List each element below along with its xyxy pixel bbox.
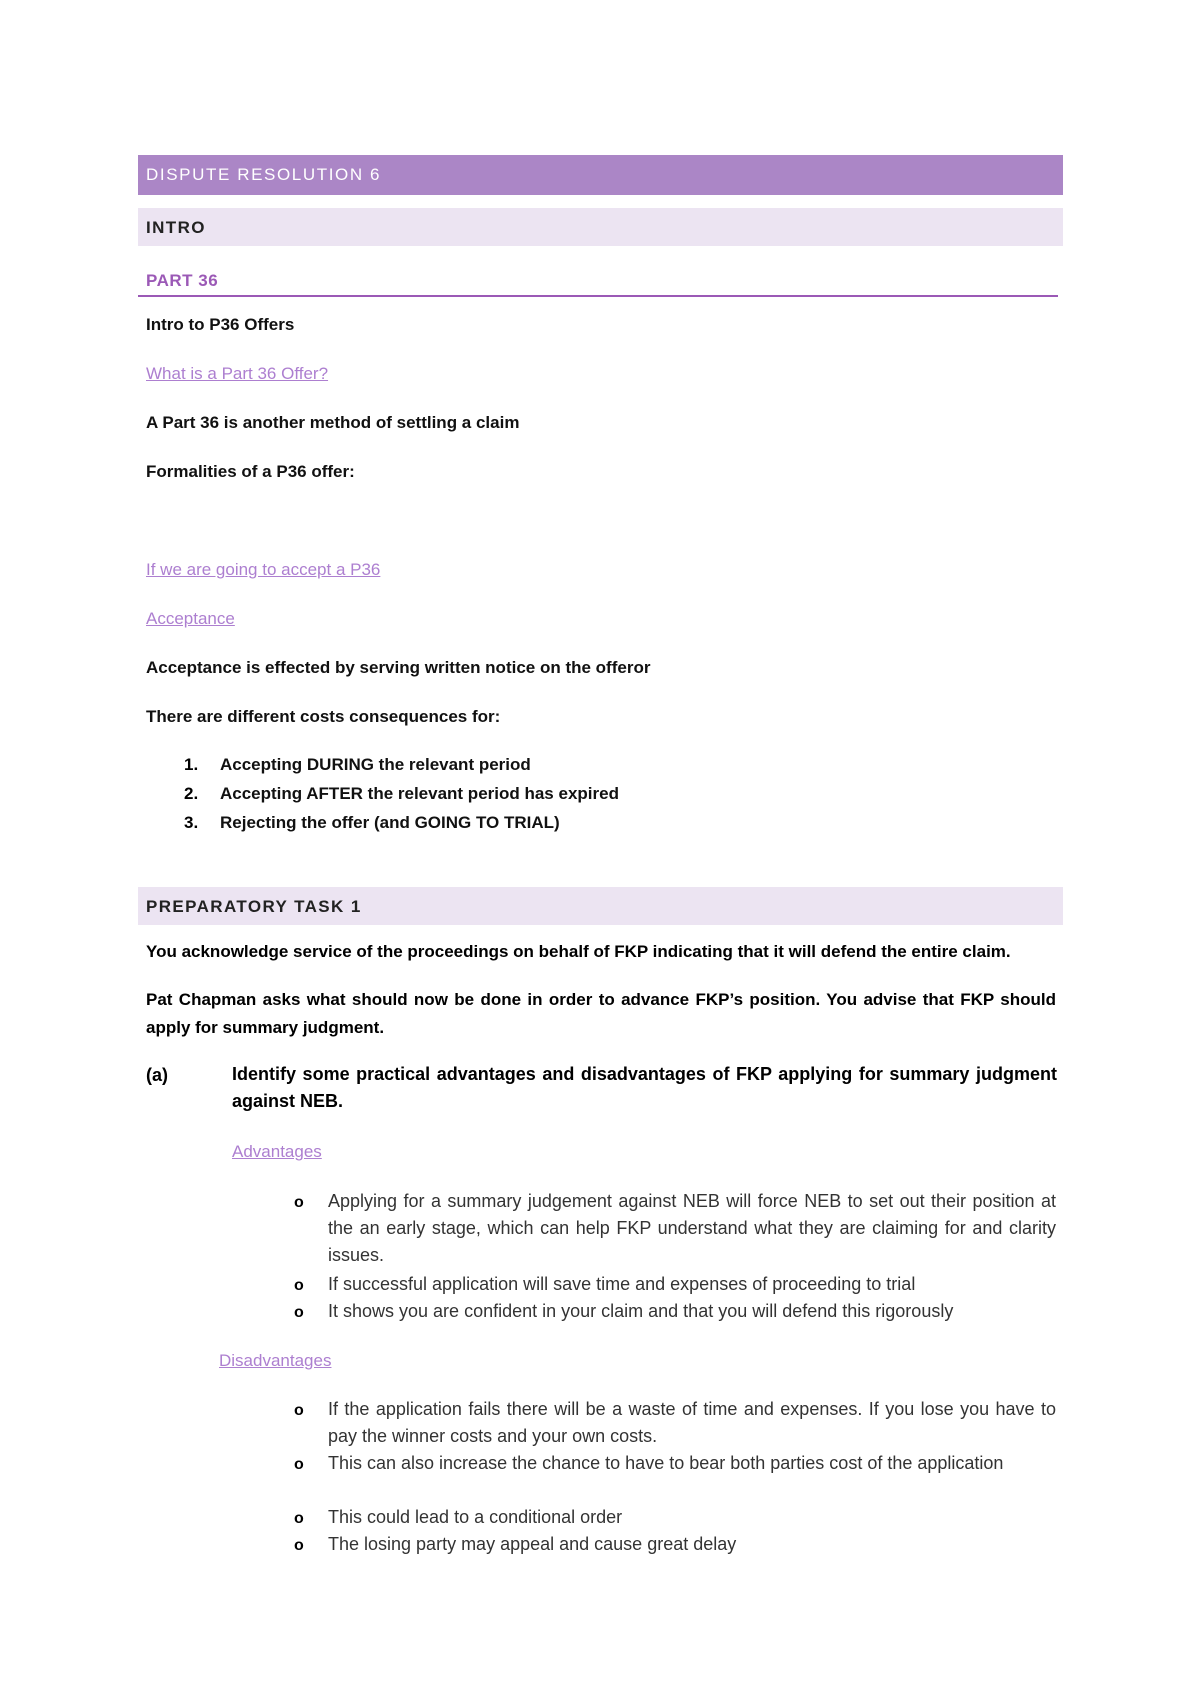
bullet-icon: o (294, 1456, 304, 1473)
if-accept-link[interactable]: If we are going to accept a P36 (146, 560, 381, 579)
task-paragraph-2: Pat Chapman asks what should now be done in order to advance FKP’s position. You advise that FKP should apply for summary judgment. (146, 990, 1056, 1037)
bullet-icon: o (294, 1510, 304, 1527)
intro-p36-text: Intro to P36 Offers (146, 315, 295, 334)
question-label: (a) (146, 1065, 168, 1085)
bullet-icon: o (294, 1194, 304, 1211)
intro-heading: INTRO (146, 218, 206, 237)
list-item: It shows you are confident in your claim and that you will defend this rigorously (328, 1301, 954, 1321)
part36-description: A Part 36 is another method of settling a claim (146, 413, 520, 432)
list-number: 1. (184, 755, 199, 774)
list-item: The losing party may appeal and cause great delay (328, 1534, 737, 1554)
acceptance-link[interactable]: Acceptance (146, 609, 235, 628)
list-item: Accepting AFTER the relevant period has expired (220, 784, 619, 803)
list-item: Applying for a summary judgement against NEB will force NEB to set out their position at the an early stage, which can help FKP understand what they are claiming for and clarity issues. (328, 1191, 1056, 1265)
question-text: Identify some practical advantages and disadvantages of FKP applying for summary judgment against NEB. (232, 1064, 1057, 1111)
disadvantages-link[interactable]: Disadvantages (219, 1351, 332, 1370)
list-item: If successful application will save time and expenses of proceeding to trial (328, 1274, 916, 1294)
acceptance-text: Acceptance is effected by serving written notice on the offeror (146, 658, 651, 677)
list-item: If the application fails there will be a waste of time and expenses. If you lose you have to pay the winner costs and your own costs. (328, 1399, 1056, 1446)
bullet-icon: o (294, 1304, 304, 1321)
document-title: DISPUTE RESOLUTION 6 (146, 165, 382, 184)
advantages-link[interactable]: Advantages (232, 1142, 322, 1161)
list-item: Rejecting the offer (and GOING TO TRIAL) (220, 813, 560, 832)
list-number: 3. (184, 813, 199, 832)
bullet-icon: o (294, 1277, 304, 1294)
list-item: This could lead to a conditional order (328, 1507, 623, 1527)
heading-rule (138, 295, 1058, 297)
intro-banner (138, 208, 1063, 246)
part36-heading: PART 36 (146, 271, 219, 290)
task-paragraph-1: You acknowledge service of the proceedings on behalf of FKP indicating that it will defend the entire claim. (146, 942, 1011, 961)
formalities-text: Formalities of a P36 offer: (146, 462, 355, 481)
bullet-icon: o (294, 1402, 304, 1419)
what-is-part36-link[interactable]: What is a Part 36 Offer? (146, 364, 329, 383)
list-item: This can also increase the chance to have to bear both parties cost of the application (328, 1453, 1004, 1473)
list-item: Accepting DURING the relevant period (220, 755, 531, 774)
title-banner (138, 155, 1063, 195)
bullet-icon: o (294, 1537, 304, 1554)
task-banner (138, 887, 1063, 925)
costs-text: There are different costs consequences for: (146, 707, 501, 726)
task-heading: PREPARATORY TASK 1 (146, 897, 362, 916)
list-number: 2. (184, 784, 199, 803)
